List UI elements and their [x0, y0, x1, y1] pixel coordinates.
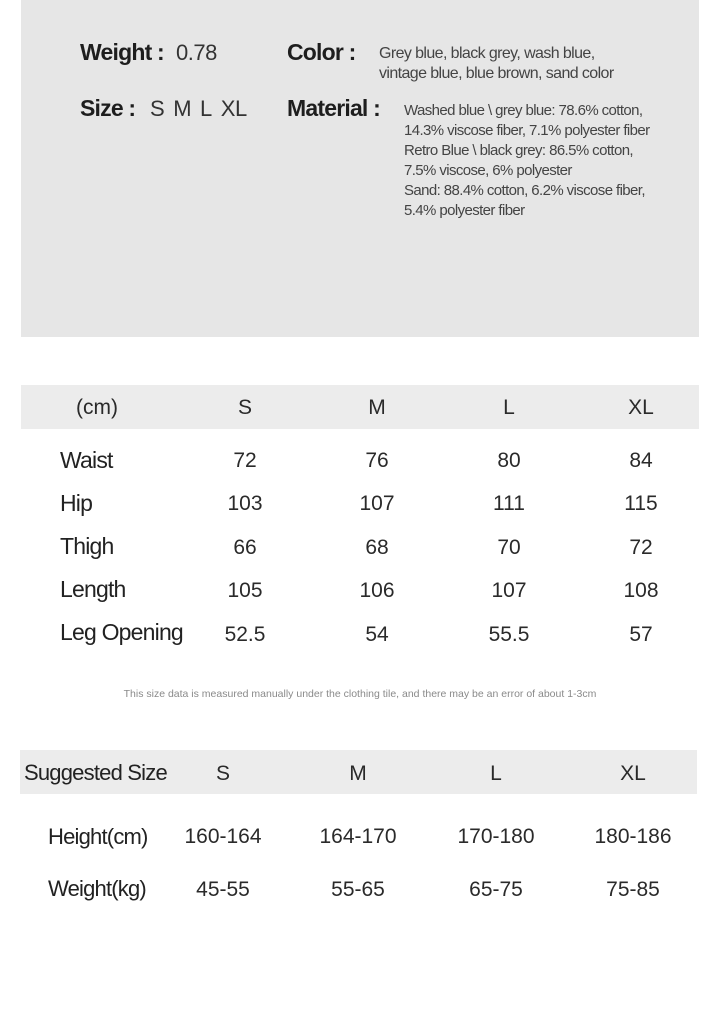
- column-header-s: S: [237, 396, 253, 419]
- table-cell: 84: [629, 449, 653, 472]
- table-cell: 52.5: [224, 623, 266, 646]
- table-cell: 76: [365, 449, 389, 472]
- suggested-column-xl: XL: [620, 762, 646, 785]
- color-line: vintage blue, blue brown, sand color: [379, 65, 614, 82]
- material-value: [404, 101, 650, 221]
- table-cell: 54: [365, 623, 389, 646]
- material-line: 7.5% viscose, 6% polyester: [404, 162, 572, 179]
- row-label-height: Height(cm): [48, 824, 148, 849]
- material-line: Washed blue \ grey blue: 78.6% cotton,: [404, 102, 643, 119]
- color-value: [379, 44, 614, 84]
- table-cell: 164-170: [319, 825, 397, 848]
- table-cell: 75-85: [606, 878, 660, 901]
- table-cell: 45-55: [196, 878, 250, 901]
- row-label-hip: Hip: [60, 490, 93, 516]
- row-label-waist: Waist: [60, 447, 113, 473]
- material-line: Retro Blue \ black grey: 86.5% cotton,: [404, 142, 633, 159]
- column-header-xl: XL: [628, 396, 654, 419]
- color-line: Grey blue, black grey, wash blue,: [379, 45, 595, 62]
- material-label: Material :: [287, 95, 380, 121]
- material-line: 5.4% polyester fiber: [404, 202, 525, 219]
- column-header-l: L: [503, 396, 515, 419]
- table-cell: 106: [359, 579, 395, 602]
- size-option: XL: [220, 96, 247, 121]
- table-cell: 57: [629, 623, 653, 646]
- measurement-note: This size data is measured manually under the clothing tile, and there may be an error of about 1-3cm: [123, 688, 597, 700]
- table-cell: 160-164: [184, 825, 262, 848]
- row-label-weight: Weight(kg): [48, 876, 146, 901]
- color-label: Color :: [287, 39, 356, 65]
- suggested-column-l: L: [490, 762, 502, 785]
- column-header-m: M: [368, 396, 386, 419]
- suggested-column-m: M: [349, 762, 367, 785]
- material-line: 14.3% viscose fiber, 7.1% polyester fiber: [404, 122, 650, 139]
- suggested-size-header: Suggested Size: [24, 760, 167, 785]
- table-cell: 105: [227, 579, 263, 602]
- row-label-leg-opening: Leg Opening: [60, 619, 183, 645]
- table-cell: 65-75: [469, 878, 523, 901]
- table-cell: 115: [624, 492, 658, 515]
- table-cell: 55-65: [331, 878, 385, 901]
- table-cell: 108: [623, 579, 659, 602]
- weight-label: Weight :: [80, 39, 164, 65]
- material-line: Sand: 88.4% cotton, 6.2% viscose fiber,: [404, 182, 645, 199]
- table-cell: 80: [497, 449, 521, 472]
- table-cell: 68: [365, 536, 389, 559]
- table-cell: 72: [629, 536, 653, 559]
- unit-header: (cm): [76, 396, 118, 419]
- table-cell: 103: [227, 492, 263, 515]
- table-cell: 180-186: [594, 825, 672, 848]
- size-option: L: [200, 96, 212, 121]
- table-cell: 111: [493, 492, 525, 515]
- weight-value: 0.78: [176, 40, 217, 65]
- suggested-column-s: S: [215, 762, 231, 785]
- size-list: [150, 96, 256, 122]
- table-cell: 170-180: [457, 825, 535, 848]
- table-cell: 55.5: [488, 623, 530, 646]
- row-label-thigh: Thigh: [60, 533, 114, 559]
- table-cell: 107: [491, 579, 527, 602]
- table-cell: 72: [233, 449, 257, 472]
- row-label-length: Length: [60, 576, 126, 602]
- size-option: S: [150, 96, 165, 121]
- table-cell: 107: [359, 492, 395, 515]
- table-cell: 66: [233, 536, 257, 559]
- size-label: Size :: [80, 95, 136, 121]
- size-table-header: [21, 385, 699, 429]
- table-cell: 70: [497, 536, 521, 559]
- size-option: M: [173, 96, 192, 121]
